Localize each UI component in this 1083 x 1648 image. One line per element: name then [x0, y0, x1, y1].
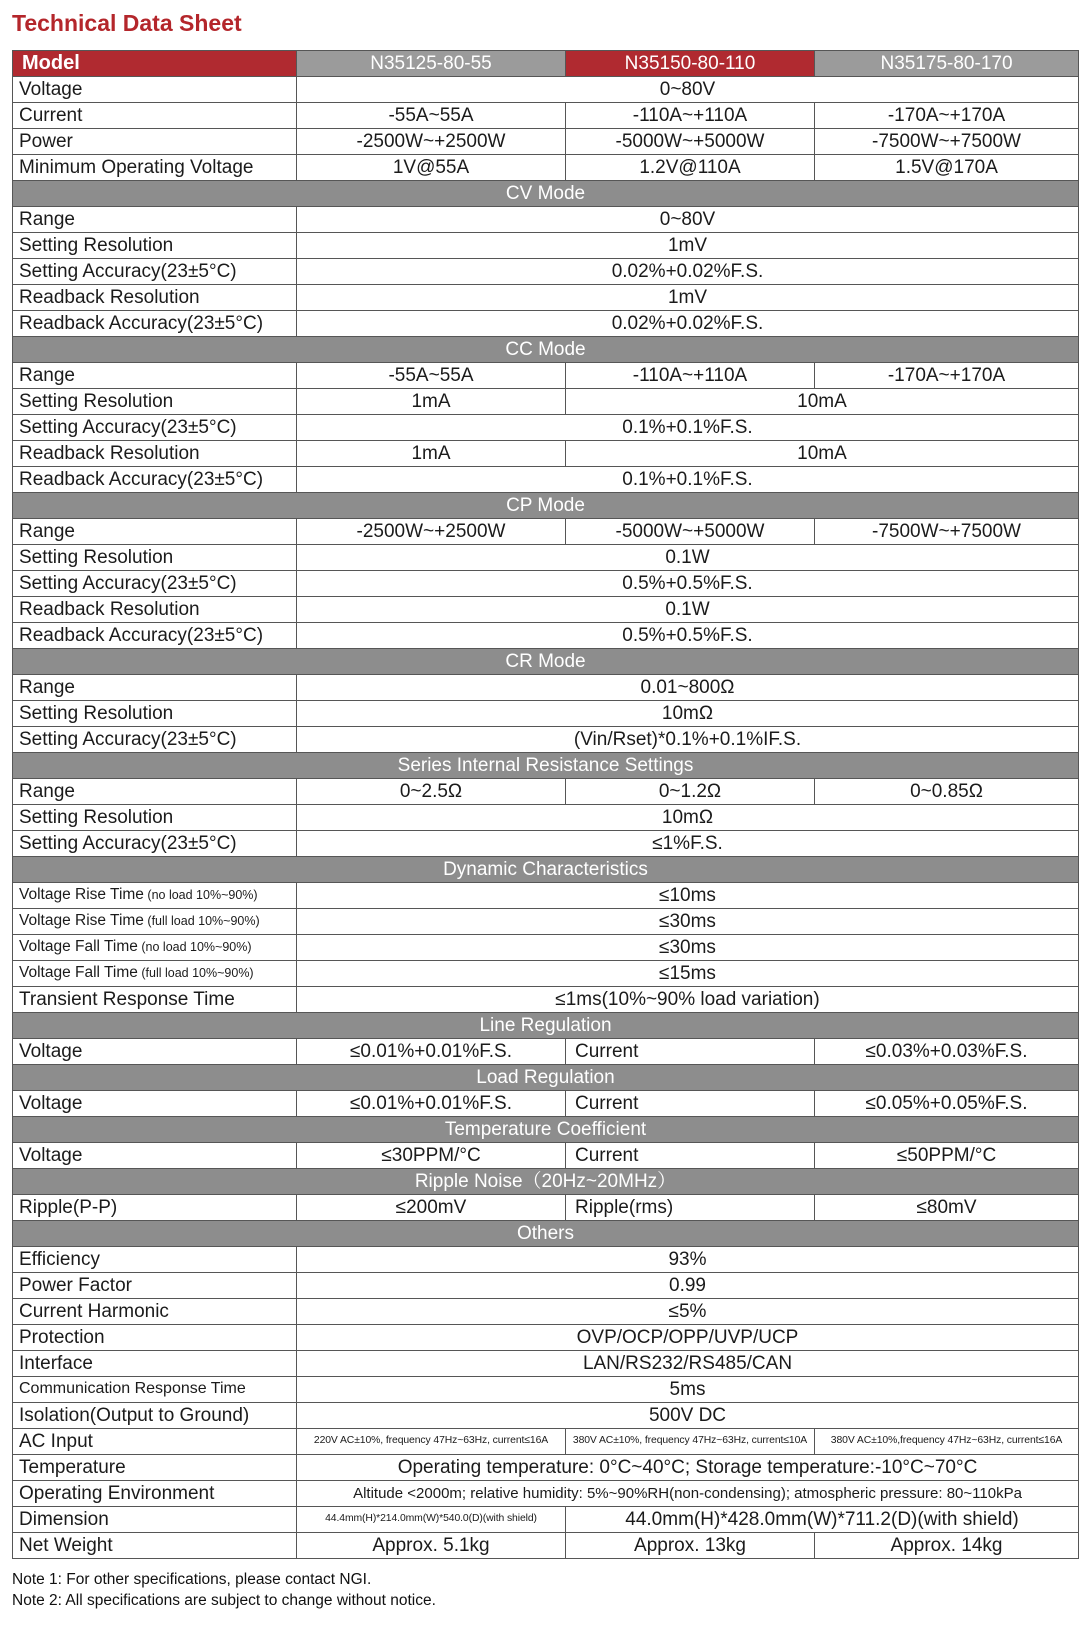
value-cell: 1mA [297, 389, 566, 415]
value-cell: Ripple(rms) [566, 1195, 815, 1221]
row-label-cell: Setting Accuracy(23±5°C) [13, 259, 297, 285]
row-label-cell: Current Harmonic [13, 1299, 297, 1325]
value-cell: -110A~+110A [566, 103, 815, 129]
row-label-cell: Temperature [13, 1455, 297, 1481]
value-cell: (Vin/Rset)*0.1%+0.1%IF.S. [297, 727, 1079, 753]
value-cell: ≤0.01%+0.01%F.S. [297, 1039, 566, 1065]
row-label-cell: Setting Accuracy(23±5°C) [13, 415, 297, 441]
row-label-cell: Setting Resolution [13, 545, 297, 571]
section-row [13, 1065, 1079, 1091]
section-header: Line Regulation [13, 1013, 1079, 1039]
row-label-cell: Voltage [13, 1143, 297, 1169]
model-header-row [13, 51, 1079, 77]
table-row [13, 935, 1079, 961]
value-cell: LAN/RS232/RS485/CAN [297, 1351, 1079, 1377]
value-cell: 0.5%+0.5%F.S. [297, 571, 1079, 597]
row-label-detail: (no load 10%~90%) [137, 940, 252, 955]
value-cell: 1mV [297, 233, 1079, 259]
table-row [13, 1247, 1079, 1273]
table-row [13, 545, 1079, 571]
value-cell: ≤15ms [297, 961, 1079, 987]
value-cell: -7500W~+7500W [815, 129, 1079, 155]
value-cell: 1V@55A [297, 155, 566, 181]
row-label-cell: Net Weight [13, 1533, 297, 1559]
value-cell: -110A~+110A [566, 363, 815, 389]
value-cell: Operating temperature: 0°C~40°C; Storage temperature:-10°C~70°C [297, 1455, 1079, 1481]
table-row [13, 129, 1079, 155]
row-label-cell: Voltage [13, 1039, 297, 1065]
value-cell: 380V AC±10%, frequency 47Hz~63Hz, current≤10A [566, 1429, 815, 1455]
value-cell: 1.5V@170A [815, 155, 1079, 181]
table-row [13, 1429, 1079, 1455]
table-row [13, 1273, 1079, 1299]
table-row [13, 441, 1079, 467]
note-line: Note 2: All specifications are subject to change without notice. [12, 1592, 436, 1610]
section-row [13, 181, 1079, 207]
value-cell: 10mΩ [297, 701, 1079, 727]
value-cell: 0.02%+0.02%F.S. [297, 311, 1079, 337]
value-cell: 380V AC±10%,frequency 47Hz~63Hz, current≤16A [815, 1429, 1079, 1455]
table-row [13, 805, 1079, 831]
row-label-cell: AC Input [13, 1429, 297, 1455]
value-cell: -2500W~+2500W [297, 129, 566, 155]
table-row [13, 779, 1079, 805]
value-cell: ≤30PPM/°C [297, 1143, 566, 1169]
value-cell: -5000W~+5000W [566, 129, 815, 155]
row-label-cell: Readback Resolution [13, 597, 297, 623]
value-cell: 10mA [566, 389, 1079, 415]
row-label-cell: Range [13, 779, 297, 805]
table-row [13, 571, 1079, 597]
row-label-cell: Efficiency [13, 1247, 297, 1273]
row-label-cell: Range [13, 675, 297, 701]
row-label-cell: Voltage Rise Time (no load 10%~90%) [13, 883, 297, 909]
value-cell: ≤80mV [815, 1195, 1079, 1221]
section-header: CV Mode [13, 181, 1079, 207]
row-label-detail: (no load 10%~90%) [143, 888, 258, 903]
spec-table-body [13, 51, 1079, 1559]
row-label-cell: Range [13, 363, 297, 389]
value-cell: -55A~55A [297, 103, 566, 129]
value-cell: 0.1W [297, 545, 1079, 571]
value-cell: ≤200mV [297, 1195, 566, 1221]
value-cell: 10mA [566, 441, 1079, 467]
row-label-cell: Interface [13, 1351, 297, 1377]
section-header: CR Mode [13, 649, 1079, 675]
page-title: Technical Data Sheet [12, 10, 242, 36]
section-row [13, 1013, 1079, 1039]
value-cell: ≤5% [297, 1299, 1079, 1325]
row-label-cell: Readback Accuracy(23±5°C) [13, 467, 297, 493]
value-cell: Current [566, 1091, 815, 1117]
value-cell: Current [566, 1143, 815, 1169]
row-label-cell: Setting Resolution [13, 701, 297, 727]
value-cell: ≤1ms(10%~90% load variation) [297, 987, 1079, 1013]
row-label-cell: Readback Resolution [13, 441, 297, 467]
value-cell: 10mΩ [297, 805, 1079, 831]
value-cell: Current [566, 1039, 815, 1065]
spec-table [12, 50, 1079, 1559]
value-cell: 500V DC [297, 1403, 1079, 1429]
value-cell: ≤10ms [297, 883, 1079, 909]
row-label-cell: Setting Resolution [13, 389, 297, 415]
section-row [13, 649, 1079, 675]
row-label-cell: Transient Response Time [13, 987, 297, 1013]
value-cell: 1mV [297, 285, 1079, 311]
value-cell: ≤0.03%+0.03%F.S. [815, 1039, 1079, 1065]
table-row [13, 389, 1079, 415]
section-row [13, 1169, 1079, 1195]
value-cell: -2500W~+2500W [297, 519, 566, 545]
row-label-cell: Setting Resolution [13, 233, 297, 259]
table-row [13, 701, 1079, 727]
section-header: Dynamic Characteristics [13, 857, 1079, 883]
row-label-cell: Readback Resolution [13, 285, 297, 311]
value-cell: 0.1%+0.1%F.S. [297, 467, 1079, 493]
note-line: Note 1: For other specifications, please contact NGI. [12, 1571, 372, 1588]
value-cell: Approx. 14kg [815, 1533, 1079, 1559]
row-label-cell: Voltage Fall Time (no load 10%~90%) [13, 935, 297, 961]
table-row [13, 831, 1079, 857]
table-row [13, 155, 1079, 181]
section-row [13, 1117, 1079, 1143]
row-label-detail: (full load 10%~90%) [137, 966, 254, 981]
table-row [13, 1091, 1079, 1117]
value-cell: 5ms [297, 1377, 1079, 1403]
table-row [13, 1403, 1079, 1429]
model-header-cell: N35175-80-170 [815, 51, 1079, 77]
row-label-cell: Setting Accuracy(23±5°C) [13, 831, 297, 857]
value-cell: Approx. 13kg [566, 1533, 815, 1559]
table-row [13, 1377, 1079, 1403]
value-cell: -5000W~+5000W [566, 519, 815, 545]
section-header: Ripple Noise（20Hz~20MHz） [13, 1169, 1079, 1195]
section-header: Series Internal Resistance Settings [13, 753, 1079, 779]
value-cell: 1mA [297, 441, 566, 467]
value-cell: Altitude <2000m; relative humidity: 5%~90%RH(non-condensing); atmospheric pressure: 80~110kPa [297, 1481, 1079, 1507]
row-label-cell: Setting Accuracy(23±5°C) [13, 571, 297, 597]
table-row [13, 1481, 1079, 1507]
value-cell: OVP/OCP/OPP/UVP/UCP [297, 1325, 1079, 1351]
table-row [13, 311, 1079, 337]
table-row [13, 1507, 1079, 1533]
row-label-cell: Voltage Fall Time (full load 10%~90%) [13, 961, 297, 987]
table-row [13, 675, 1079, 701]
row-label-cell: Power Factor [13, 1273, 297, 1299]
table-row [13, 415, 1079, 441]
value-cell: 0.1%+0.1%F.S. [297, 415, 1079, 441]
value-cell: ≤30ms [297, 935, 1079, 961]
value-cell: -170A~+170A [815, 363, 1079, 389]
table-row [13, 207, 1079, 233]
value-cell: ≤1%F.S. [297, 831, 1079, 857]
value-cell: 0.01~800Ω [297, 675, 1079, 701]
table-row [13, 467, 1079, 493]
value-cell: ≤30ms [297, 909, 1079, 935]
row-label-cell: Range [13, 519, 297, 545]
model-header-cell: N35150-80-110 [566, 51, 815, 77]
row-label-cell: Protection [13, 1325, 297, 1351]
row-label-cell: Voltage [13, 1091, 297, 1117]
table-row [13, 1039, 1079, 1065]
section-header: CC Mode [13, 337, 1079, 363]
table-row [13, 1299, 1079, 1325]
row-label-cell: Readback Accuracy(23±5°C) [13, 311, 297, 337]
value-cell: 0~0.85Ω [815, 779, 1079, 805]
value-cell: 0.99 [297, 1273, 1079, 1299]
table-row [13, 987, 1079, 1013]
row-label-cell: Isolation(Output to Ground) [13, 1403, 297, 1429]
table-row [13, 363, 1079, 389]
table-row [13, 285, 1079, 311]
table-row [13, 597, 1079, 623]
section-row [13, 337, 1079, 363]
value-cell: 0.5%+0.5%F.S. [297, 623, 1079, 649]
section-row [13, 493, 1079, 519]
table-row [13, 623, 1079, 649]
row-label-cell: Voltage Rise Time (full load 10%~90%) [13, 909, 297, 935]
table-row [13, 1195, 1079, 1221]
table-row [13, 1325, 1079, 1351]
table-row [13, 961, 1079, 987]
value-cell: ≤0.05%+0.05%F.S. [815, 1091, 1079, 1117]
table-row [13, 1455, 1079, 1481]
row-label-cell: Range [13, 207, 297, 233]
row-label-cell: Ripple(P-P) [13, 1195, 297, 1221]
table-row [13, 103, 1079, 129]
table-row [13, 519, 1079, 545]
section-header: CP Mode [13, 493, 1079, 519]
section-header: Others [13, 1221, 1079, 1247]
table-row [13, 1351, 1079, 1377]
row-label-cell: Communication Response Time [13, 1377, 297, 1403]
section-row [13, 857, 1079, 883]
value-cell: 44.4mm(H)*214.0mm(W)*540.0(D)(with shield) [297, 1507, 566, 1533]
value-cell: Approx. 5.1kg [297, 1533, 566, 1559]
value-cell: -7500W~+7500W [815, 519, 1079, 545]
section-row [13, 1221, 1079, 1247]
notes [12, 1569, 1083, 1612]
table-row [13, 727, 1079, 753]
value-cell: 0~80V [297, 77, 1079, 103]
row-label-cell: Power [13, 129, 297, 155]
table-row [13, 259, 1079, 285]
value-cell: 0~1.2Ω [566, 779, 815, 805]
value-cell: ≤0.01%+0.01%F.S. [297, 1091, 566, 1117]
value-cell: 1.2V@110A [566, 155, 815, 181]
table-row [13, 1533, 1079, 1559]
table-row [13, 77, 1079, 103]
value-cell: 0.02%+0.02%F.S. [297, 259, 1079, 285]
row-label-cell: Dimension [13, 1507, 297, 1533]
row-label-cell: Setting Resolution [13, 805, 297, 831]
value-cell: 0.1W [297, 597, 1079, 623]
section-header: Temperature Coefficient [13, 1117, 1079, 1143]
value-cell: 0~2.5Ω [297, 779, 566, 805]
table-row [13, 1143, 1079, 1169]
value-cell: 93% [297, 1247, 1079, 1273]
row-label-cell: Operating Environment [13, 1481, 297, 1507]
table-row [13, 233, 1079, 259]
section-header: Load Regulation [13, 1065, 1079, 1091]
table-row [13, 883, 1079, 909]
value-cell: 44.0mm(H)*428.0mm(W)*711.2(D)(with shield) [566, 1507, 1079, 1533]
row-label-cell: Readback Accuracy(23±5°C) [13, 623, 297, 649]
value-cell: ≤50PPM/°C [815, 1143, 1079, 1169]
section-row [13, 753, 1079, 779]
row-label-cell: Current [13, 103, 297, 129]
model-header-label: Model [13, 51, 297, 77]
model-header-cell: N35125-80-55 [297, 51, 566, 77]
row-label-detail: (full load 10%~90%) [143, 914, 260, 929]
row-label-cell: Minimum Operating Voltage [13, 155, 297, 181]
table-row [13, 909, 1079, 935]
value-cell: -55A~55A [297, 363, 566, 389]
row-label-cell: Voltage [13, 77, 297, 103]
value-cell: -170A~+170A [815, 103, 1079, 129]
value-cell: 220V AC±10%, frequency 47Hz~63Hz, current≤16A [297, 1429, 566, 1455]
value-cell: 0~80V [297, 207, 1079, 233]
row-label-cell: Setting Accuracy(23±5°C) [13, 727, 297, 753]
